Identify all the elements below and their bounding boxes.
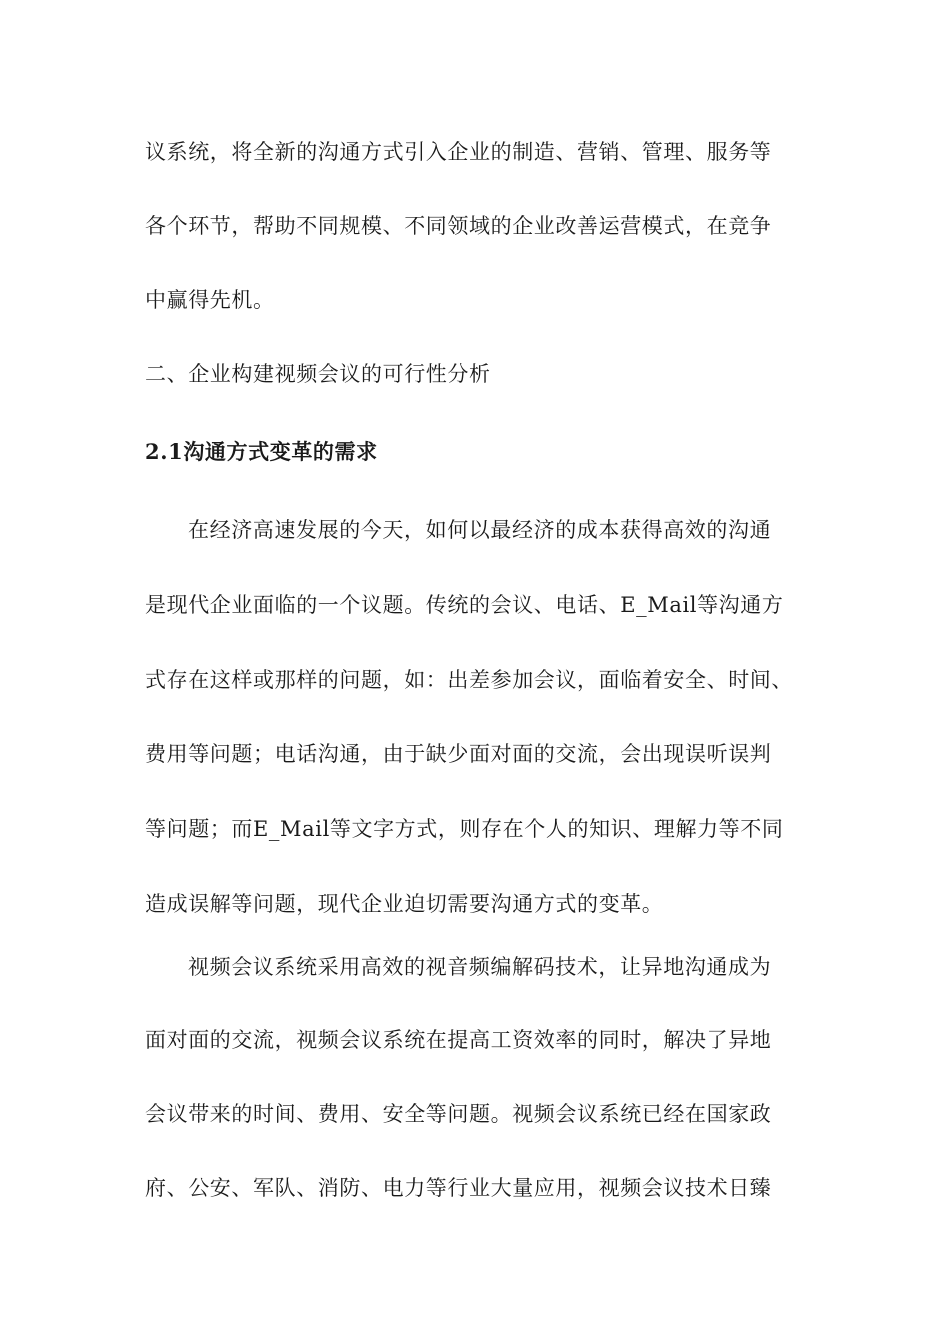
paragraph-line: 视频会议系统采用高效的视音频编解码技术，让异地沟通成为 <box>188 955 772 979</box>
paragraph-line: 各个环节，帮助不同规模、不同领域的企业改善运营模式，在竞争 <box>145 214 772 238</box>
paragraph-line: 府、公安、军队、消防、电力等行业大量应用，视频会议技术日臻 <box>145 1176 772 1200</box>
paragraph-line: 等问题；而E_Mail等文字方式，则存在个人的知识、理解力等不同 <box>145 817 784 841</box>
subsection-heading: 2.1沟通方式变革的需求 <box>145 439 378 464</box>
paragraph-line: 面对面的交流，视频会议系统在提高工资效率的同时，解决了异地 <box>145 1028 772 1052</box>
section-heading: 二、企业构建视频会议的可行性分析 <box>145 362 491 386</box>
paragraph-line: 式存在这样或那样的问题，如：出差参加会议，面临着安全、时间、 <box>145 668 793 692</box>
paragraph-line: 在经济高速发展的今天，如何以最经济的成本获得高效的沟通 <box>188 518 772 542</box>
paragraph-line: 费用等问题；电话沟通，由于缺少面对面的交流，会出现误听误判 <box>145 742 772 766</box>
paragraph-line: 会议带来的时间、费用、安全等问题。视频会议系统已经在国家政 <box>145 1102 772 1126</box>
paragraph-line: 议系统，将全新的沟通方式引入企业的制造、营销、管理、服务等 <box>145 140 772 164</box>
paragraph-line: 造成误解等问题，现代企业迫切需要沟通方式的变革。 <box>145 892 664 916</box>
paragraph-line: 中赢得先机。 <box>145 288 275 312</box>
paragraph-line: 是现代企业面临的一个议题。传统的会议、电话、E_Mail等沟通方 <box>145 593 784 617</box>
